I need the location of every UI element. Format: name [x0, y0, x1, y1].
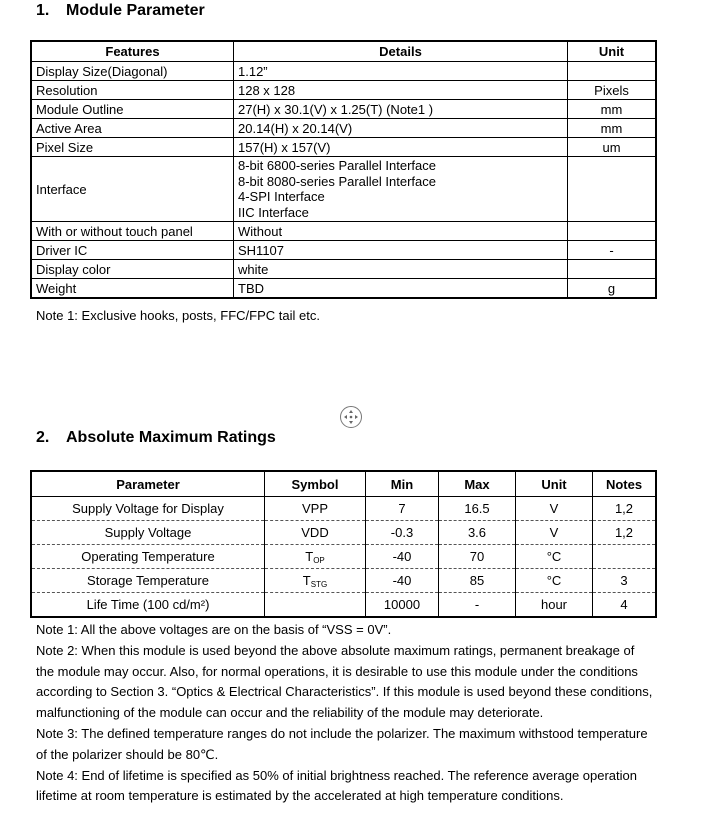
unit-cell: um [568, 138, 657, 157]
symbol-cell [265, 497, 366, 521]
details-cell [234, 222, 568, 241]
min-cell: -0.3 [366, 521, 439, 545]
unit-cell: g [568, 279, 657, 299]
symbol-cell [265, 545, 366, 569]
details-line: 27(H) x 30.1(V) x 1.25(T) (Note1 ) [238, 101, 434, 117]
max-cell: 16.5 [439, 497, 516, 521]
details-cell [234, 62, 568, 81]
table-row [31, 497, 656, 521]
details-cell [234, 157, 568, 222]
section-2-heading [36, 429, 276, 447]
feature-cell: Active Area [31, 119, 234, 138]
column-header-unit: Unit [568, 41, 657, 62]
table-row [31, 62, 656, 81]
symbol-text: VDD [301, 524, 329, 540]
unit-cell: hour [516, 593, 593, 618]
section-1-number: 1. [36, 2, 50, 19]
table-row [31, 593, 656, 618]
max-cell: - [439, 593, 516, 618]
section-2-notes [36, 620, 656, 807]
notes-cell: 1,2 [593, 497, 657, 521]
details-cell [234, 119, 568, 138]
unit-cell: °C [516, 545, 593, 569]
feature-cell: Driver IC [31, 241, 234, 260]
details-line: TBD [238, 280, 264, 296]
feature-cell: Display Size(Diagonal) [31, 62, 234, 81]
details-cell [234, 260, 568, 279]
details-line: 8-bit 6800-series Parallel Interface [238, 158, 436, 173]
symbol-text: T [305, 548, 314, 564]
min-cell: -40 [366, 569, 439, 593]
details-line: white [238, 261, 269, 277]
section-1-note: Note 1: Exclusive hooks, posts, FFC/FPC tail etc. [36, 308, 320, 323]
details-cell [234, 279, 568, 299]
unit-cell: V [516, 521, 593, 545]
details-line: 20.14(H) x 20.14(V) [238, 120, 353, 136]
symbol-cell [265, 521, 366, 545]
details-cell [234, 241, 568, 260]
table-header-row [31, 471, 656, 497]
details-line: 157(H) x 157(V) [238, 139, 331, 155]
symbol-subscript: OP [313, 555, 325, 565]
unit-cell: - [568, 241, 657, 260]
table-row [31, 260, 656, 279]
parameter-cell: Supply Voltage for Display [31, 497, 265, 521]
table-row [31, 279, 656, 299]
column-header-parameter: Parameter [31, 471, 265, 497]
note-paragraph: Note 3: The defined temperature ranges do not include the polarizer. The maximum withstood temperature of the polarizer should be 80℃. [36, 725, 648, 762]
table-header-row [31, 41, 656, 62]
details-line: SH1107 [238, 242, 285, 258]
table-row [31, 81, 656, 100]
section-2-number: 2. [36, 429, 50, 446]
unit-cell: Pixels [568, 81, 657, 100]
feature-cell: Display color [31, 260, 234, 279]
parameter-cell: Life Time (100 cd/m²) [31, 593, 265, 618]
table-row [31, 157, 656, 222]
table-row [31, 222, 656, 241]
table-row [31, 241, 656, 260]
feature-cell: Weight [31, 279, 234, 299]
max-cell: 3.6 [439, 521, 516, 545]
note-paragraph: Note 4: End of lifetime is specified as 50% of initial brightness reached. The reference average operation lifetime at room temperature is estimated by the accelerated at high temperature conditions. [36, 767, 637, 804]
feature-cell: Interface [31, 157, 234, 222]
parameter-cell: Operating Temperature [31, 545, 265, 569]
note-paragraph: Note 2: When this module is used beyond the above absolute maximum ratings, permanent breakage of the module may occur. Also, for normal operations, it is desirable to use this module under the conditions according to Section 3. “Optics & Electrical Characteristics”. If this module is used beyond these conditions, malfunctioning of the module can occur and the reliability of the module may deteriorate. [36, 642, 653, 721]
module-parameter-table [30, 40, 657, 299]
symbol-cell [265, 593, 366, 618]
table-row [31, 119, 656, 138]
symbol-subscript: STG [310, 579, 328, 589]
details-line: 1.12” [238, 63, 268, 79]
min-cell: 7 [366, 497, 439, 521]
details-cell [234, 81, 568, 100]
circle-arrows-icon [340, 406, 362, 428]
notes-cell: 3 [593, 569, 657, 593]
column-header-max: Max [439, 471, 516, 497]
column-header-notes: Notes [593, 471, 657, 497]
table-row [31, 521, 656, 545]
details-cell [234, 100, 568, 119]
min-cell: -40 [366, 545, 439, 569]
unit-cell [568, 222, 657, 241]
notes-cell: 1,2 [593, 521, 657, 545]
unit-cell: mm [568, 119, 657, 138]
column-header-min: Min [366, 471, 439, 497]
details-line: 4-SPI Interface [238, 189, 325, 204]
unit-cell: mm [568, 100, 657, 119]
notes-cell: 4 [593, 593, 657, 618]
feature-cell: With or without touch panel [31, 222, 234, 241]
feature-cell: Module Outline [31, 100, 234, 119]
details-cell [234, 138, 568, 157]
min-cell: 10000 [366, 593, 439, 618]
section-2-title: Absolute Maximum Ratings [66, 429, 276, 446]
details-line: 8-bit 8080-series Parallel Interface [238, 173, 436, 189]
details-line: 128 x 128 [238, 82, 296, 98]
unit-cell: °C [516, 569, 593, 593]
unit-cell [568, 157, 657, 222]
details-line: IIC Interface [238, 204, 309, 220]
details-line: Without [238, 223, 283, 239]
symbol-cell [265, 569, 366, 593]
unit-cell [568, 260, 657, 279]
parameter-cell: Supply Voltage [31, 521, 265, 545]
absolute-maximum-ratings-table [30, 470, 657, 618]
max-cell: 70 [439, 545, 516, 569]
parameter-cell: Storage Temperature [31, 569, 265, 593]
max-cell: 85 [439, 569, 516, 593]
unit-cell [568, 62, 657, 81]
feature-cell: Pixel Size [31, 138, 234, 157]
feature-cell: Resolution [31, 81, 234, 100]
column-header-symbol: Symbol [265, 471, 366, 497]
table-row [31, 569, 656, 593]
table-row [31, 545, 656, 569]
section-1-heading [36, 2, 205, 20]
symbol-text: VPP [301, 500, 328, 516]
section-1-title: Module Parameter [66, 2, 205, 19]
column-header-details: Details [234, 41, 568, 62]
note-paragraph: Note 1: All the above voltages are on the basis of “VSS = 0V”. [36, 622, 392, 637]
notes-cell [593, 545, 657, 569]
symbol-text: T [302, 572, 311, 588]
table-row [31, 138, 656, 157]
table-row [31, 100, 656, 119]
column-header-features: Features [31, 41, 234, 62]
column-header-unit: Unit [516, 471, 593, 497]
unit-cell: V [516, 497, 593, 521]
